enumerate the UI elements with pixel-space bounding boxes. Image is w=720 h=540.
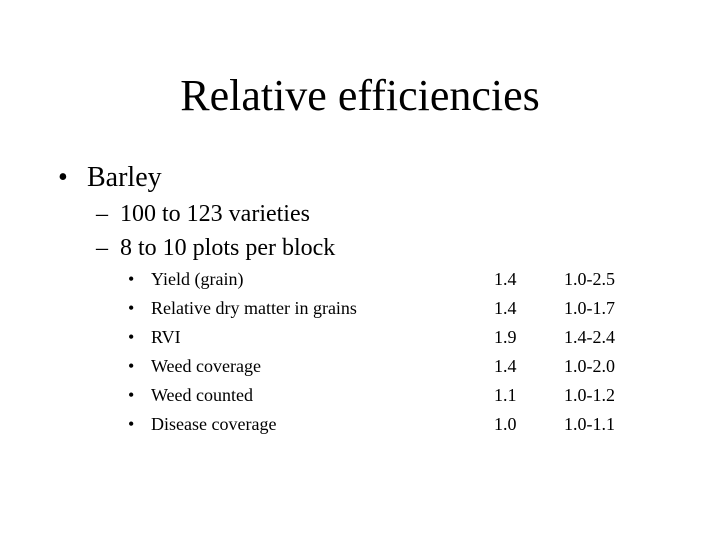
bullet-glyph: •: [128, 414, 135, 434]
bullet-glyph: •: [128, 269, 135, 289]
row-range: 1.0-1.1: [564, 414, 615, 434]
row-range: 1.4-2.4: [564, 327, 615, 347]
bullet-glyph: •: [128, 327, 135, 347]
row-efficiency: 1.0: [494, 414, 517, 434]
row-label: Weed coverage: [151, 356, 261, 376]
table-row: [128, 410, 648, 439]
table-row: [128, 352, 648, 381]
bullet-glyph: •: [58, 162, 68, 193]
bullet-barley-label: Barley: [87, 162, 162, 193]
row-efficiency: 1.4: [494, 298, 517, 318]
row-range: 1.0-2.0: [564, 356, 615, 376]
table-row: [128, 265, 648, 294]
row-range: 1.0-2.5: [564, 269, 615, 289]
dash-glyph: –: [96, 235, 108, 261]
bullet-glyph: •: [128, 298, 135, 318]
sub-bullet-label: 100 to 123 varieties: [120, 201, 310, 227]
row-efficiency: 1.1: [494, 385, 517, 405]
row-label: Disease coverage: [151, 414, 277, 434]
row-label: Relative dry matter in grains: [151, 298, 357, 318]
row-efficiency: 1.9: [494, 327, 517, 347]
row-range: 1.0-1.2: [564, 385, 615, 405]
row-range: 1.0-1.7: [564, 298, 615, 318]
row-efficiency: 1.4: [494, 356, 517, 376]
table-row: [128, 381, 648, 410]
efficiency-table: [128, 265, 648, 439]
sub-bullet-plots: [96, 233, 335, 263]
table-row: [128, 323, 648, 352]
bullet-glyph: •: [128, 385, 135, 405]
sub-bullet-varieties: [96, 199, 310, 229]
row-label: Weed counted: [151, 385, 254, 405]
bullet-barley: [58, 160, 162, 196]
table-row: [128, 294, 648, 323]
slide-title: Relative efficiencies: [180, 71, 540, 120]
row-label: RVI: [151, 327, 181, 347]
sub-bullet-label: 8 to 10 plots per block: [120, 235, 336, 261]
dash-glyph: –: [96, 201, 108, 227]
row-label: Yield (grain): [151, 269, 244, 289]
row-efficiency: 1.4: [494, 269, 517, 289]
bullet-glyph: •: [128, 356, 135, 376]
